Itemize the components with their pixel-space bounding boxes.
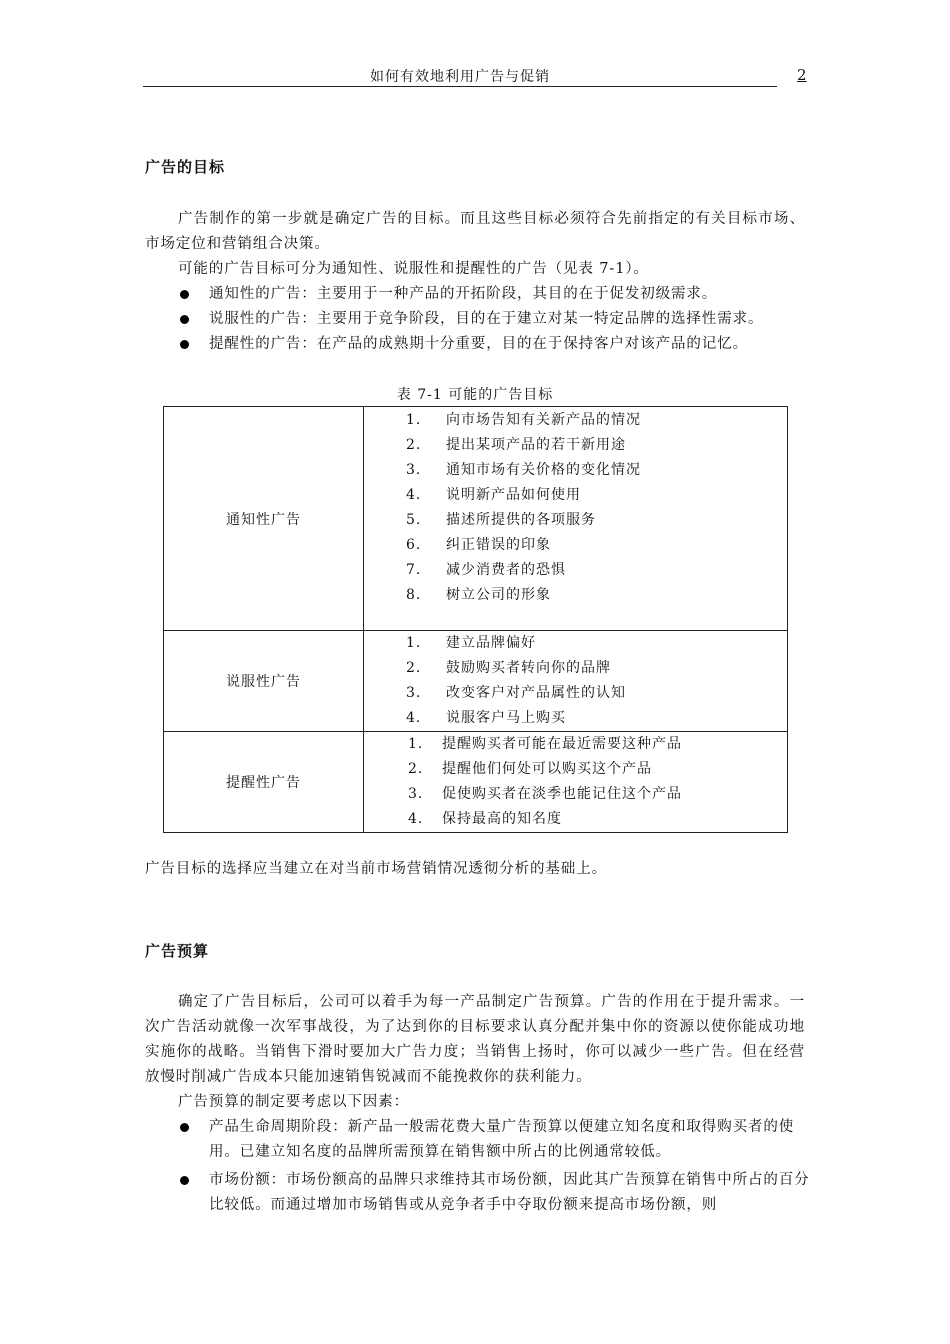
list-item: 6. 纠正错误的印象 bbox=[406, 537, 551, 553]
list-item: 4. 保持最高的知名度 bbox=[408, 811, 562, 827]
list-item: 4. 说服客户马上购买 bbox=[406, 710, 566, 726]
paragraph: 确定了广告目标后，公司可以着手为每一产品制定广告预算。广告的作用在于提升需求。一次广告活动就像一次军事战役，为了达到你的目标要求认真分配并集中你的资源以使你能成功地实施你的战略。当销售下滑时要加大广告力度；当销售上扬时，你可以减少一些广告。但在经营放慢时削减广告成本只能加速销售锐减而不能挽救你的获利能力。 bbox=[145, 994, 805, 1085]
bullet-icon bbox=[180, 315, 189, 324]
list-item: 3. 促使购买者在淡季也能记住这个产品 bbox=[408, 786, 682, 802]
list-item: 7. 减少消费者的恐惧 bbox=[406, 562, 566, 578]
list-item: 8. 树立公司的形象 bbox=[406, 587, 551, 603]
table-caption: 表 7-1 可能的广告目标 bbox=[396, 387, 554, 403]
list-item: 1. 建立品牌偏好 bbox=[406, 635, 536, 651]
list-item: 说服性的广告：主要用于竞争阶段，目的在于建立对某一特定品牌的选择性需求。 bbox=[145, 307, 810, 332]
list-item: 提醒性的广告：在产品的成熟期十分重要，目的在于保持客户对该产品的记忆。 bbox=[145, 332, 810, 357]
page-number: 2 bbox=[797, 66, 807, 84]
bullet-list bbox=[145, 282, 810, 357]
paragraph: 广告目标的选择应当建立在对当前市场营销情况透彻分析的基础上。 bbox=[145, 861, 607, 877]
section-heading-goals: 广告的目标 bbox=[145, 158, 226, 176]
paragraph: 可能的广告目标可分为通知性、说服性和提醒性的广告（见表 7-1）。 bbox=[178, 261, 649, 277]
bullet-icon bbox=[180, 1176, 189, 1185]
table-items bbox=[364, 407, 788, 631]
table-row bbox=[164, 732, 788, 833]
table-row bbox=[164, 407, 788, 631]
list-item: 2. 提出某项产品的若干新用途 bbox=[406, 437, 626, 453]
table-items bbox=[364, 732, 788, 833]
advertising-goals-table bbox=[163, 406, 788, 833]
list-item: 3. 通知市场有关价格的变化情况 bbox=[406, 462, 641, 478]
list-item: 市场份额：市场份额高的品牌只求维持其市场份额，因此其广告预算在销售中所占的百分比较低。而通过增加市场销售或从竞争者手中夺取份额来提高市场份额，则 bbox=[145, 1168, 810, 1218]
table-category: 说服性广告 bbox=[164, 631, 364, 732]
paragraph: 广告预算的制定要考虑以下因素： bbox=[178, 1094, 409, 1110]
section-heading-budget: 广告预算 bbox=[145, 942, 210, 960]
list-item: 1. 提醒购买者可能在最近需要这种产品 bbox=[408, 736, 682, 752]
list-item: 2. 鼓励购买者转向你的品牌 bbox=[406, 660, 611, 676]
bullet-icon bbox=[180, 340, 189, 349]
table-row bbox=[164, 631, 788, 732]
list-item: 5. 描述所提供的各项服务 bbox=[406, 512, 596, 528]
paragraph: 广告制作的第一步就是确定广告的目标。而且这些目标必须符合先前指定的有关目标市场、市场定位和营销组合决策。 bbox=[145, 211, 805, 252]
list-item: 1. 向市场告知有关新产品的情况 bbox=[406, 412, 641, 428]
list-item: 2. 提醒他们何处可以购买这个产品 bbox=[408, 761, 652, 777]
header-title: 如何有效地利用广告与促销 bbox=[370, 69, 550, 85]
bullet-icon bbox=[180, 290, 189, 299]
bullet-list bbox=[145, 1115, 810, 1218]
list-item: 3. 改变客户对产品属性的认知 bbox=[406, 685, 626, 701]
list-item: 产品生命周期阶段：新产品一般需花费大量广告预算以便建立知名度和取得购买者的使用。已建立知名度的品牌所需预算在销售额中所占的比例通常较低。 bbox=[145, 1115, 810, 1165]
table-category: 提醒性广告 bbox=[164, 732, 364, 833]
bullet-icon bbox=[180, 1123, 189, 1132]
list-item: 4. 说明新产品如何使用 bbox=[406, 487, 581, 503]
table-items bbox=[364, 631, 788, 732]
header-rule bbox=[143, 86, 777, 87]
table-category: 通知性广告 bbox=[164, 407, 364, 631]
list-item: 通知性的广告：主要用于一种产品的开拓阶段，其目的在于促发初级需求。 bbox=[145, 282, 810, 307]
